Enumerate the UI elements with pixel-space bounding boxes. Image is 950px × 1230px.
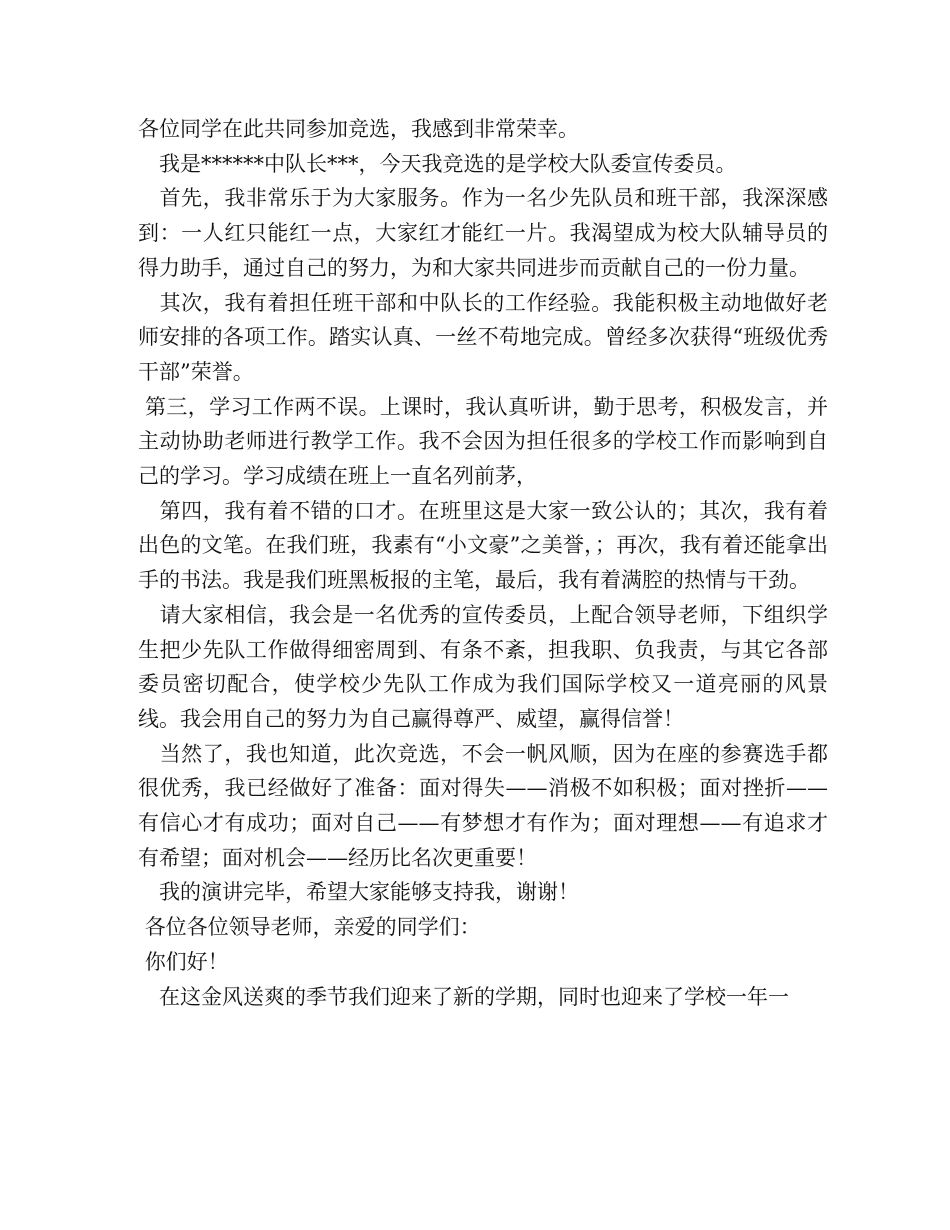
paragraph-8: 当然了，我也知道，此次竞选，不会一帆风顺，因为在座的参赛选手都很优秀，我已经做好了准备：面对得失——消极不如积极；面对挫折——有信心才有成功；面对自己——有梦想才有作为；面对理想——有追求才有希望；面对机会——经历比名次更重要！ <box>138 741 828 870</box>
paragraph-3: 首先，我非常乐于为大家服务。作为一名少先队员和班干部，我深深感到：一人红只能红一点，大家红才能红一片。我渴望成为校大队辅导员的得力助手，通过自己的努力，为和大家共同进步而贡献自己的一份力量。 <box>138 186 828 280</box>
paragraph-1: 各位同学在此共同参加竞选，我感到非常荣幸。 <box>138 117 579 141</box>
paragraph-12: 在这金风送爽的季节我们迎来了新的学期，同时也迎来了学校一年一 <box>138 984 789 1009</box>
paragraph-9: 我的演讲完毕，希望大家能够支持我，谢谢！ <box>138 880 579 905</box>
paragraph-5: 第三，学习工作两不误。上课时，我认真听讲，勤于思考，积极发言，并主动协助老师进行教学工作。我不会因为担任很多的学校工作而影响到自己的学习。学习成绩在班上一直名列前茅， <box>138 394 828 489</box>
paragraph-6: 第四，我有着不错的口才。在班里这是大家一致公认的；其次，我有着出色的文笔。在我们班，我素有“小文豪”之美誉，；再次，我有着还能拿出手的书法。我是我们班黑板报的主笔，最后，我有着满腔的热情与干劲。 <box>138 498 828 593</box>
paragraph-10: 各位各位领导老师，亲爱的同学们： <box>138 915 481 940</box>
paragraph-4: 其次，我有着担任班干部和中队长的工作经验。我能积极主动地做好老师安排的各项工作。踏实认真、一丝不苟地完成。曾经多次获得“班级优秀干部”荣誉。 <box>138 290 828 384</box>
paragraph-2: 我是******中队长***，今天我竞选的是学校大队委宣传委员。 <box>138 151 737 176</box>
paragraph-11: 你们好！ <box>138 949 229 974</box>
paragraph-7: 请大家相信，我会是一名优秀的宣传委员，上配合领导老师，下组织学生把少先队工作做得细密周到、有条不紊，担我职、负我责，与其它各部委员密切配合，使学校少先队工作成为我们国际学校又一道亮丽的风景线。我会用自己的努力为自己赢得尊严、威望，赢得信誉！ <box>138 602 828 731</box>
document-body <box>138 112 828 1014</box>
